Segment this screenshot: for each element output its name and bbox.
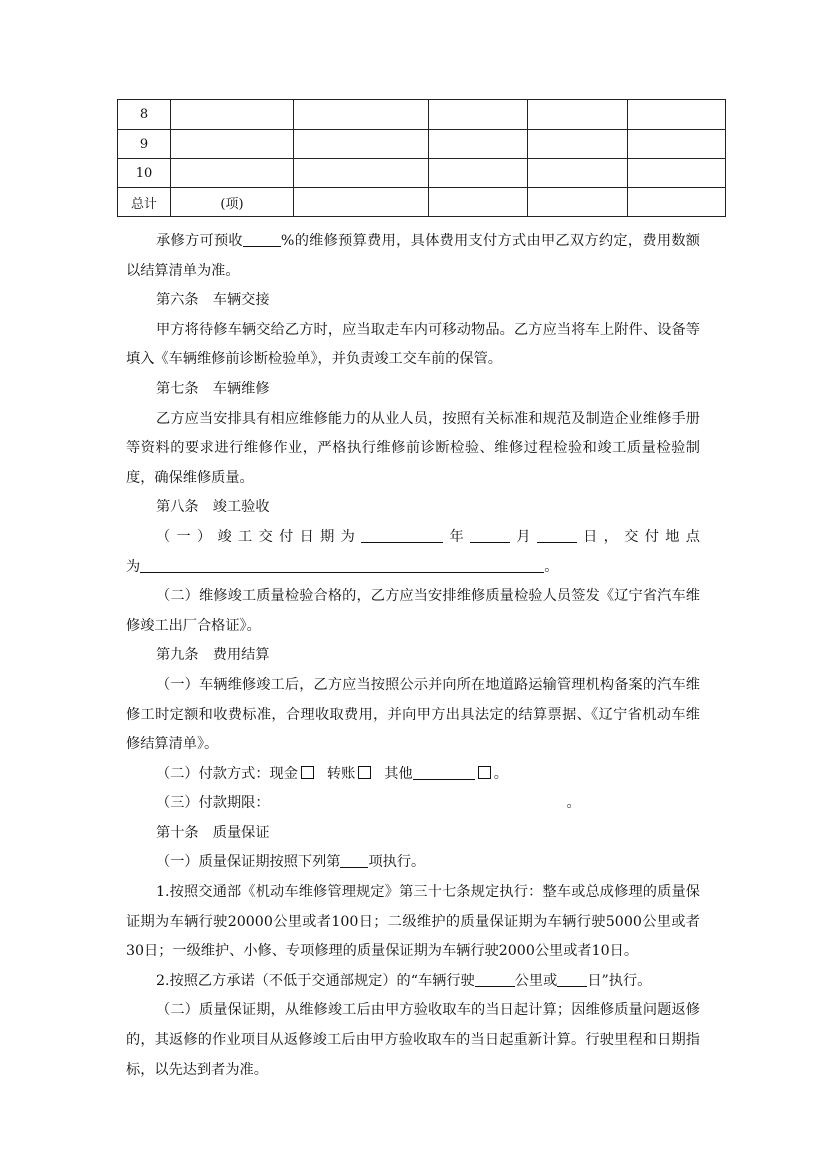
table-cell: [294, 159, 429, 188]
delivery-day-blank[interactable]: [537, 528, 577, 543]
table-cell: [528, 130, 628, 159]
table-cell: [429, 100, 528, 130]
warranty-option-blank[interactable]: [340, 853, 368, 868]
article-8-title: 第八条 竣工验收: [156, 499, 270, 516]
table-row: [118, 130, 726, 159]
table-cell: [528, 188, 628, 217]
warranty-choice-line: （一）质量保证期按照下列第 项执行。: [156, 854, 426, 871]
contract-text: [126, 227, 700, 1085]
warranty-item-2: （二）质量保证期，从维修竣工后由甲方验收取车的当日起计算；因维修质量问题返修的，其返修的作业项目从返修竣工后由甲方验收取车的当日起重新计算。行驶里程和日期指标，以先达到者为准。: [126, 1002, 700, 1078]
row-number: 9: [118, 130, 171, 159]
table-cell: [171, 159, 294, 188]
warranty-rule-1: 1.按照交通部《机动车维修管理规定》第三十七条规定执行：整车或总成修理的质量保证期为车辆行驶20000公里或者100日；二级维护的质量保证期为车辆行驶5000公里或者30日；一级维护、小修、专项修理的质量保证期为车辆行驶2000公里或者10日。: [126, 884, 700, 960]
delivery-place-blank[interactable]: [140, 557, 544, 572]
delivery-place-line: 为 。: [126, 558, 559, 575]
table-cell: [294, 100, 429, 130]
table-cell: [429, 130, 528, 159]
article-8-item-2: （二）维修竣工质量检验合格的，乙方应当安排维修质量检验人员签发《辽宁省汽车维修竣工出厂合格证》。: [126, 588, 700, 634]
total-row: [118, 188, 726, 217]
article-6-body: 甲方将待修车辆交给乙方时，应当取走车内可移动物品。乙方应当将车上附件、设备等填入《车辆维修前诊断检验单》，并负责竣工交车前的保管。: [126, 321, 700, 368]
table-row: [118, 159, 726, 188]
delivery-year-blank[interactable]: [361, 528, 443, 543]
article-10-title: 第十条 质量保证: [156, 824, 270, 841]
fee-table: [117, 99, 726, 217]
table-cell: [628, 100, 726, 130]
table-cell: [294, 188, 429, 217]
total-label: 总计: [118, 188, 171, 217]
total-items: (项): [171, 188, 294, 217]
prepay-paragraph: 承修方可预收 %的维修预算费用，具体费用支付方式由甲乙双方约定，费用数额以结算清单为准。: [126, 233, 700, 279]
table-cell: [628, 130, 726, 159]
cash-checkbox[interactable]: [301, 766, 314, 779]
table-cell: [294, 130, 429, 159]
table-cell: [171, 130, 294, 159]
other-checkbox[interactable]: [478, 766, 491, 779]
delivery-month-blank[interactable]: [470, 528, 510, 543]
table-cell: [429, 188, 528, 217]
payment-method-line: （二）付款方式：现金 转账 其他 。: [156, 765, 508, 782]
table-cell: [628, 159, 726, 188]
row-number: 10: [118, 159, 171, 188]
warranty-km-blank[interactable]: [475, 972, 515, 987]
article-9-title: 第九条 费用结算: [156, 647, 270, 664]
table-cell: [628, 188, 726, 217]
delivery-date-line: （一）竣工交付日期为 年 月 日，交付地点: [156, 528, 700, 545]
warranty-rule-2: 2.按照乙方承诺（不低于交通部规定）的“车辆行驶 公里或 日”执行。: [156, 972, 652, 989]
table-cell: [528, 100, 628, 130]
article-6-title: 第六条 车辆交接: [156, 292, 270, 309]
transfer-checkbox[interactable]: [358, 766, 371, 779]
row-number: 8: [118, 100, 171, 130]
table-row: [118, 100, 726, 130]
table-cell: [429, 159, 528, 188]
article-7-body: 乙方应当安排具有相应维修能力的从业人员，按照有关标准和规范及制造企业维修手册等资料的要求进行维修作业，严格执行维修前诊断检验、维修过程检验和竣工质量检验制度，确保维修质量。: [126, 410, 700, 486]
table-cell: [528, 159, 628, 188]
other-payment-blank[interactable]: [413, 765, 475, 780]
article-9-item-1: （一）车辆维修竣工后，乙方应当按照公示并向所在地道路运输管理机构备案的汽车维修工时定额和收费标准，合理收取费用，并向甲方出具法定的结算票据、《辽宁省机动车维修结算清单》。: [126, 676, 700, 753]
warranty-days-blank[interactable]: [557, 972, 587, 987]
article-7-title: 第七条 车辆维修: [156, 380, 270, 397]
prepay-percent-blank[interactable]: [243, 232, 281, 247]
table-cell: [171, 100, 294, 130]
payment-deadline-line: （三）付款期限： 。: [156, 795, 581, 812]
